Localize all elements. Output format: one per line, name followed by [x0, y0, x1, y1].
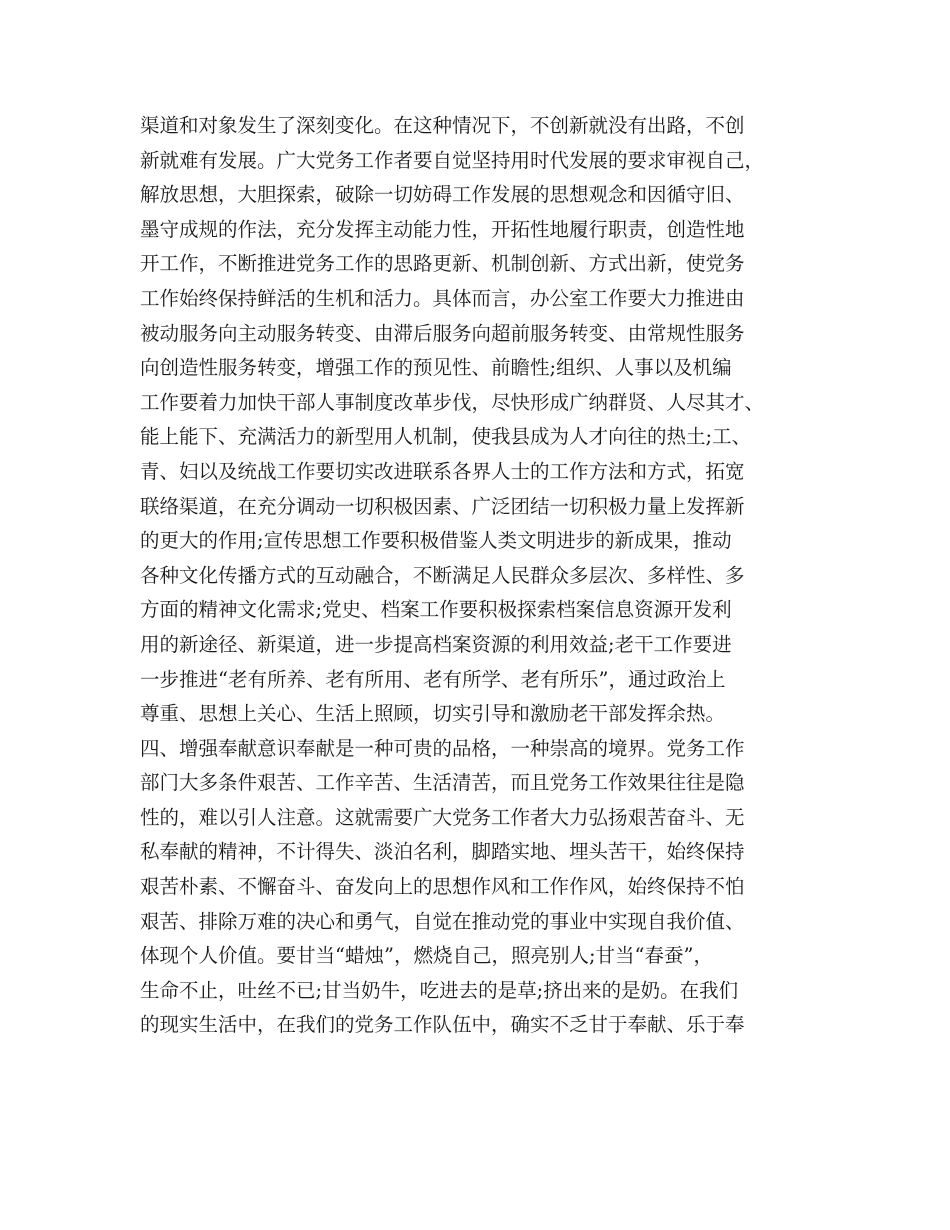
text-line: 联络渠道，在充分调动一切积极因素、广泛团结一切积极力量上发挥新: [140, 494, 745, 518]
text-line: 用的新途径、新渠道，进一步提高档案资源的利用效益;老干工作要进: [140, 632, 732, 656]
text-line: 艰苦朴素、不懈奋斗、奋发向上的思想作风和工作作风，始终保持不怕: [140, 875, 745, 899]
text-line: 的现实生活中，在我们的党务工作队伍中，确实不乏甘于奉献、乐于奉: [140, 1013, 745, 1037]
text-line: 工作要着力加快干部人事制度改革步伐，尽快形成广纳群贤、人尽其才、: [140, 390, 765, 414]
section-heading-line: 四、增强奉献意识奉献是一种可贵的品格，一种崇高的境界。党务工作: [140, 736, 745, 760]
text-line: 新就难有发展。广大党务工作者要自觉坚持用时代发展的要求审视自己，: [140, 148, 765, 172]
text-line: 生命不止，吐丝不已;甘当奶牛，吃进去的是草;挤出来的是奶。在我们: [140, 978, 739, 1002]
body-text: [140, 109, 830, 1043]
text-line: 墨守成规的作法，充分发挥主动能力性，开拓性地履行职责，创造性地: [140, 217, 745, 241]
text-line: 各种文化传播方式的互动融合，不断满足人民群众多层次、多样性、多: [140, 563, 745, 587]
text-line: 能上能下、充满活力的新型用人机制，使我县成为人才向往的热土;工、: [140, 425, 752, 449]
text-line: 向创造性服务转变，增强工作的预见性、前瞻性;组织、人事以及机编: [140, 356, 732, 380]
text-line: 一步推进“老有所养、老有所用、老有所学、老有所乐”，通过政治上: [140, 667, 726, 691]
text-line: 体现个人价值。要甘当“蜡烛”，燃烧自己，照亮别人;甘当“春蚕”，: [140, 944, 713, 968]
text-line: 被动服务向主动服务转变、由滞后服务向超前服务转变、由常规性服务: [140, 321, 745, 345]
text-line: 艰苦、排除万难的决心和勇气，自觉在推动党的事业中实现自我价值、: [140, 909, 745, 933]
text-line: 的更大的作用;宣传思想工作要积极借鉴人类文明进步的新成果，推动: [140, 529, 732, 553]
text-line: 尊重、思想上关心、生活上照顾，切实引导和激励老干部发挥余热。: [140, 702, 726, 726]
text-line: 渠道和对象发生了深刻变化。在这种情况下，不创新就没有出路，不创: [140, 114, 745, 137]
text-line: 青、妇以及统战工作要切实改进联系各界人士的工作方法和方式，拓宽: [140, 459, 745, 483]
text-line: 开工作，不断推进党务工作的思路更新、机制创新、方式出新，使党务: [140, 252, 745, 276]
text-line: 性的，难以引人注意。这就需要广大党务工作者大力弘扬艰苦奋斗、无: [140, 805, 745, 829]
text-line: 方面的精神文化需求;党史、档案工作要积极探索档案信息资源开发利: [140, 598, 732, 622]
text-line: 部门大多条件艰苦、工作辛苦、生活清苦，而且党务工作效果往往是隐: [140, 771, 745, 795]
text-line: 解放思想，大胆探索，破除一切妨碍工作发展的思想观念和因循守旧、: [140, 183, 745, 207]
text-line: 工作始终保持鲜活的生机和活力。具体而言，办公室工作要大力推进由: [140, 286, 745, 310]
text-line: 私奉献的精神，不计得失、淡泊名利，脚踏实地、埋头苦干，始终保持: [140, 840, 745, 864]
